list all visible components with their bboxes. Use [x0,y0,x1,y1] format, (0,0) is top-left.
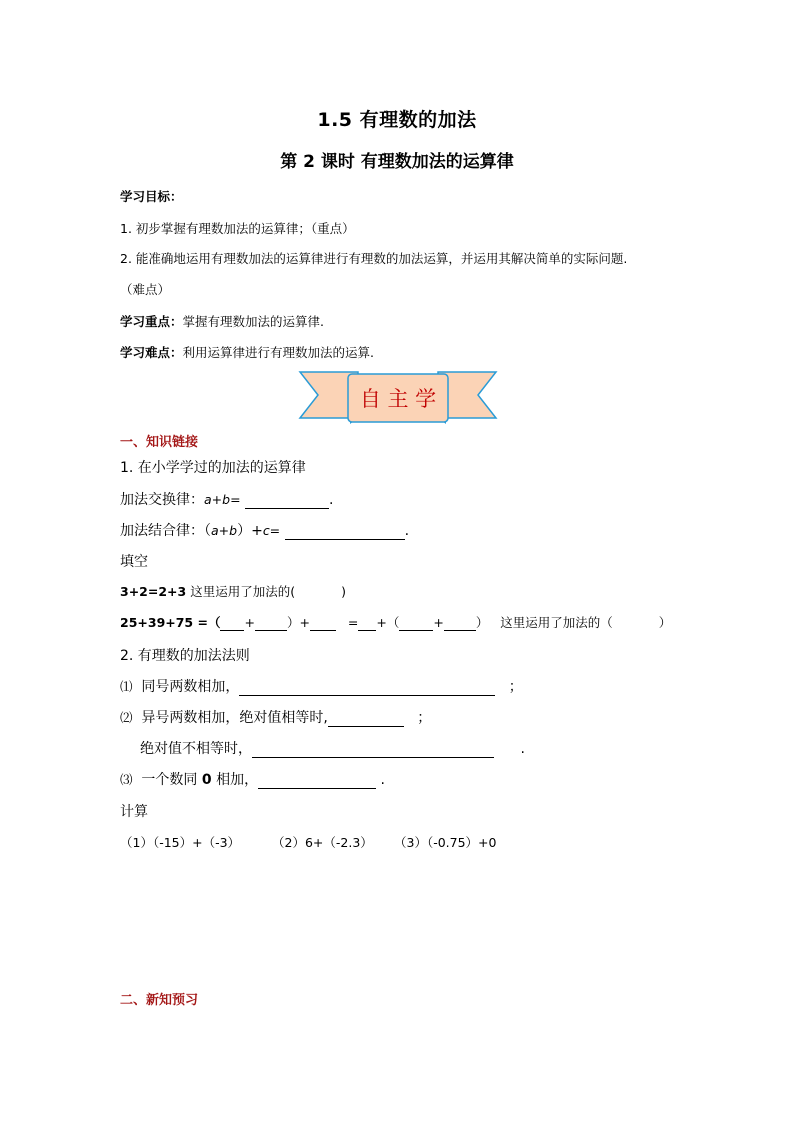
associative-expr-c: c= [262,523,281,538]
rule-1 [120,676,523,696]
rule-3-blank[interactable] [258,774,376,789]
fill2-blank-2[interactable] [255,616,287,631]
calc-problem-3: （3）（-0.75）+0 [394,835,497,850]
difficulty-point [120,343,374,361]
objective-item-2-cont: （难点） [120,282,171,297]
fill2-plus-1: + [244,615,255,630]
fill2-blank-1[interactable] [220,616,244,631]
rule-2-text: 异号两数相加，绝对值相等时, [141,710,328,726]
commutative-expr: a+b= [204,492,241,507]
fill2-blank-4[interactable] [358,616,376,631]
rule-2b-text: 绝对值不相等时， [140,741,252,757]
banner-ribbon [298,368,498,426]
associative-blank[interactable] [285,525,405,540]
difficulty-label: 学习难点： [120,345,183,360]
associative-law-line: 加法结合律：（a+b）+c= . [120,523,410,539]
fill-line-2 [120,613,671,631]
fill2-plus-2: +（ [376,615,400,630]
associative-mid: ）+ [237,523,263,539]
fill-line-1 [120,582,346,600]
rule-1-end: ； [508,679,523,695]
rule-3-number: ⑶ [120,772,133,787]
objective-item-2: 2. 能准确地运用有理数加法的运算律进行有理数的加法运算，并运用其解决简单的实际问题. [120,251,628,266]
rule-2-blank[interactable] [328,712,404,727]
rule-3-zero: 0 [201,772,212,788]
calc-label: 计算 [120,804,148,820]
question-2: 2. 有理数的加法法则 [120,648,250,664]
rule-2b [140,738,525,758]
fill2-text: 这里运用了加法的（ [500,615,613,630]
document-subtitle: 第 2 课时 有理数加法的运算律 [280,152,514,172]
fill2-blank-5[interactable] [399,616,433,631]
fill1-close: ) [341,584,346,599]
associative-expr-a: a+b [211,523,238,538]
rule-3-text-a: 一个数同 [141,772,202,788]
commutative-blank[interactable] [245,494,329,509]
objective-item-1: 1. 初步掌握有理数加法的运算律；（重点） [120,221,355,236]
key-point [120,312,324,330]
rule-3-end: . [380,772,385,788]
rule-3 [120,769,385,789]
fill1-text: 这里运用了加法的( [190,584,296,599]
fill2-paren-1: ）+ [286,615,310,630]
rule-1-blank[interactable] [239,681,495,696]
section-1-heading: 一、知识链接 [120,435,199,450]
commutative-label: 加法交换律： [120,492,204,508]
rule-2b-end: . [520,741,525,757]
rule-2b-blank[interactable] [252,743,494,758]
rule-2-number: ⑵ [120,710,133,725]
rule-3-text-b: 相加， [211,772,259,788]
fill2-plus-3: + [433,615,444,630]
rule-1-text: 同号两数相加， [141,679,240,695]
section-2-heading: 二、新知预习 [120,993,199,1008]
fill2-close: ） [658,615,672,630]
banner-text: 自 主 学 [359,387,437,411]
rule-2-end: ； [417,710,432,726]
fill1-expression: 3+2=2+3 [120,584,187,599]
associative-label: 加法结合律：（ [120,523,211,539]
rule-2 [120,707,431,727]
fill2-equals: = [347,615,359,630]
fill2-blank-6[interactable] [444,616,476,631]
key-point-text: 掌握有理数加法的运算律. [182,314,324,329]
question-1: 1. 在小学学过的加法的运算律 [120,460,306,476]
calc-problem-1: （1）（-15）+（-3） [120,835,241,850]
key-point-label: 学习重点： [120,314,183,329]
fill2-blank-3[interactable] [310,616,336,631]
calc-problem-2: （2）6+（-2.3） [272,835,373,850]
document-title: 1.5 有理数的加法 [317,109,477,131]
fill-label: 填空 [120,554,148,570]
objectives-heading: 学习目标： [120,189,183,204]
commutative-law-line: 加法交换律：a+b= . [120,492,334,508]
rule-1-number: ⑴ [120,679,133,694]
fill2-expression: 25+39+75 =（ [120,615,221,630]
fill2-paren-2: ） [475,615,489,630]
difficulty-text: 利用运算律进行有理数加法的运算. [182,345,374,360]
